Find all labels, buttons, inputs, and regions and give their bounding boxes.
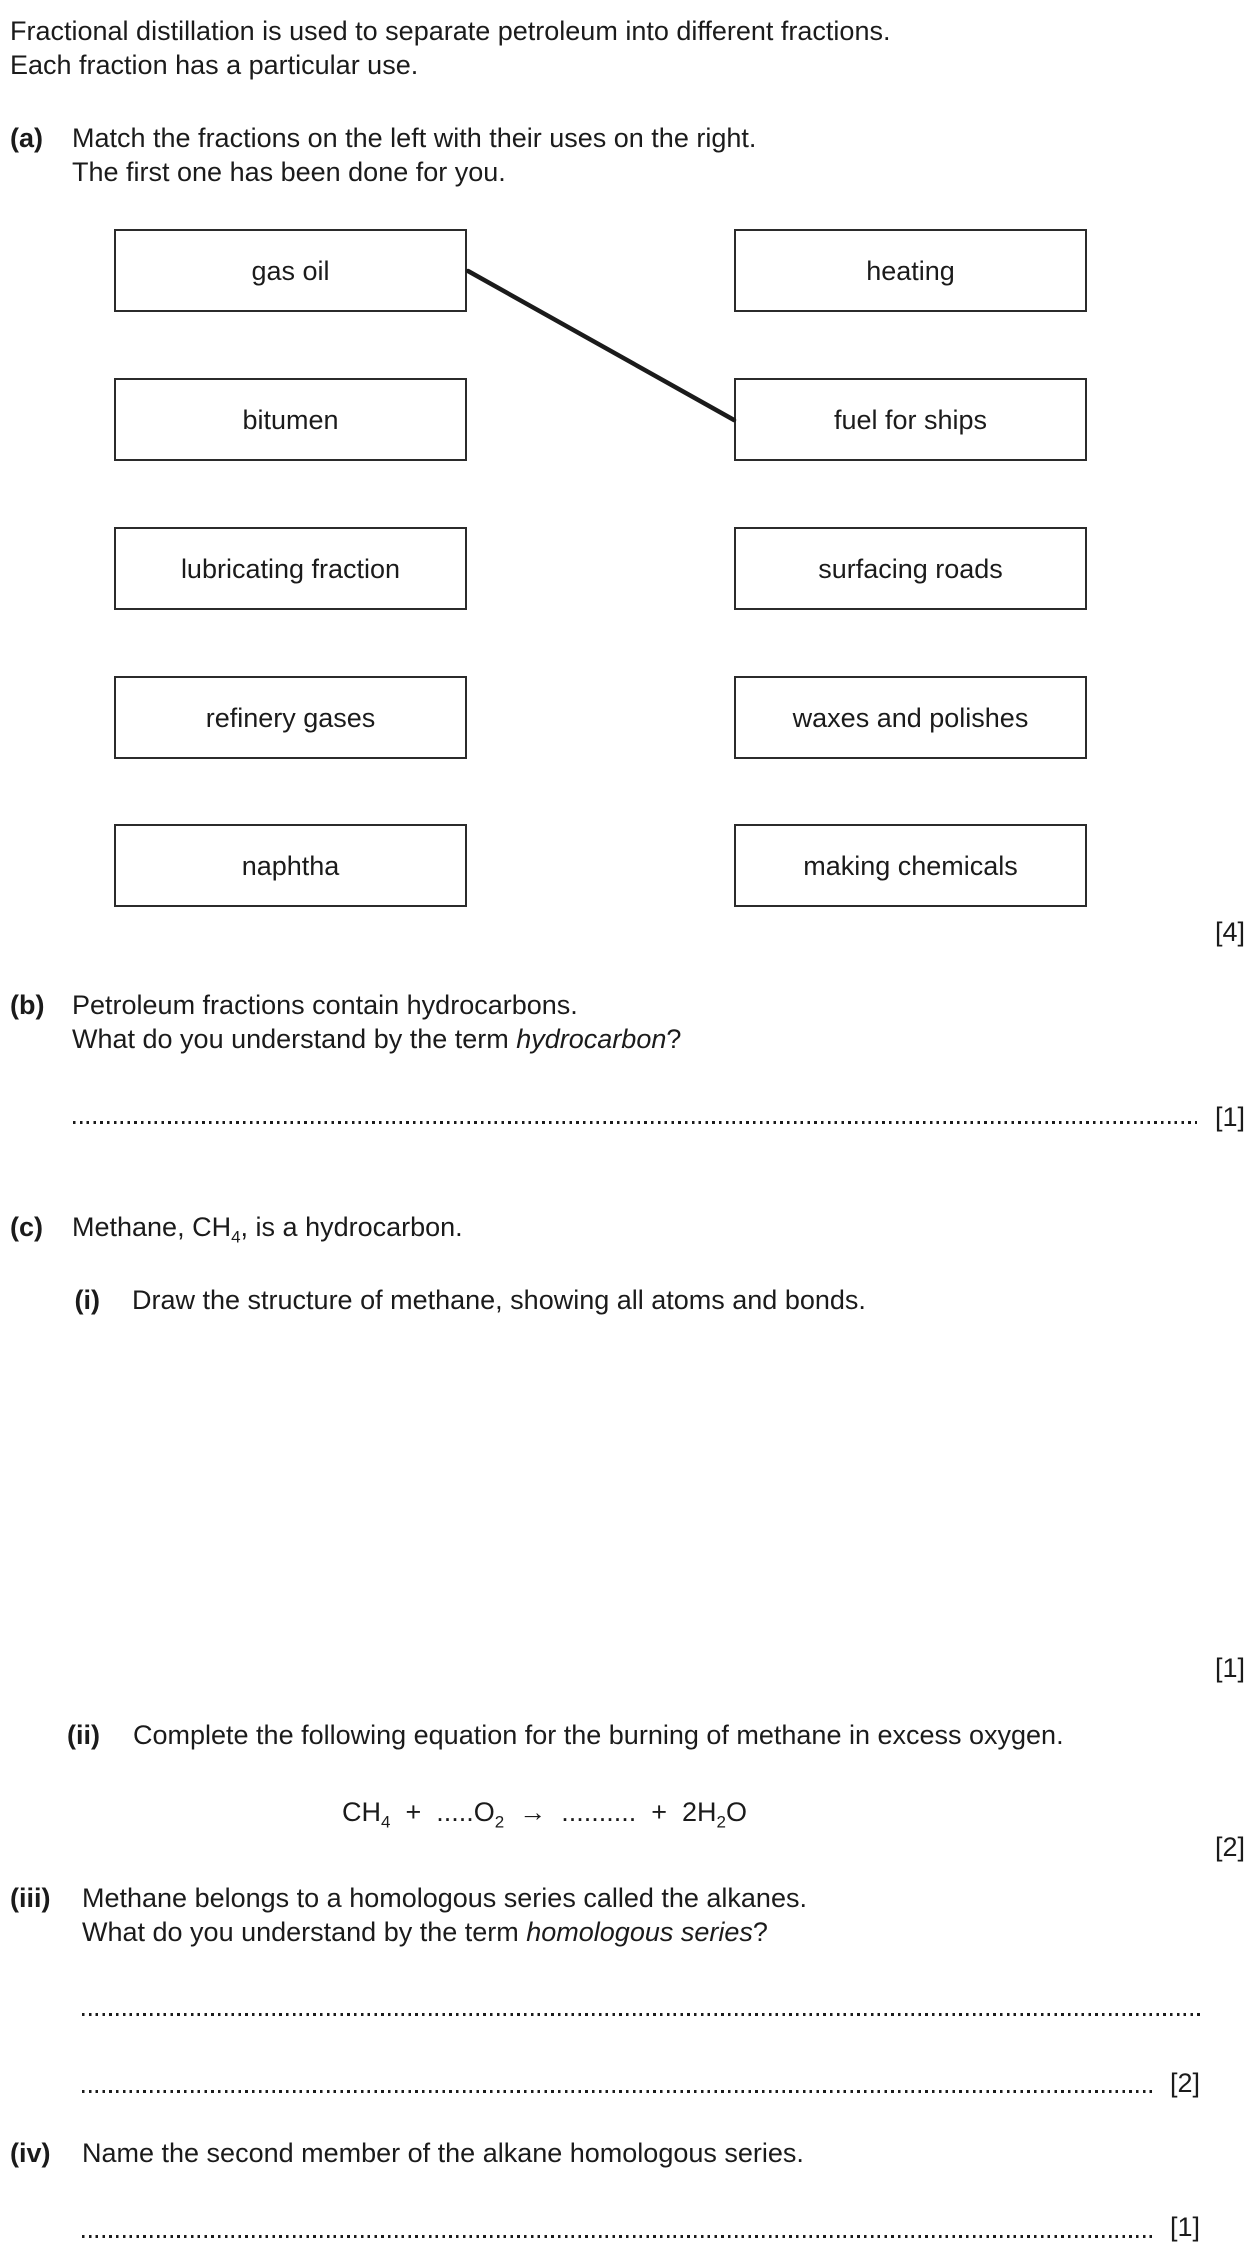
part-a-text <box>72 121 972 189</box>
drawing-area-methane-structure[interactable] <box>132 1330 1112 1640</box>
intro-line-2: Each fraction has a particular use. <box>10 50 419 80</box>
answer-line-part-b[interactable] <box>73 1121 1197 1124</box>
part-c-iii-line-2: What do you understand by the term homologous series? <box>82 1917 768 1947</box>
part-c-iii-text <box>82 1881 1132 1949</box>
fraction-box-naphtha[interactable] <box>114 824 467 907</box>
marks-part-a: [4] <box>1215 917 1246 947</box>
answer-line-part-c-iii-1[interactable] <box>82 2013 1203 2016</box>
part-b-line-2: What do you understand by the term hydrocarbon? <box>72 1024 682 1054</box>
part-b-text <box>72 988 1072 1056</box>
marks-part-c-i: [1] <box>1215 1653 1246 1683</box>
use-box-fuel-for-ships[interactable] <box>734 378 1087 461</box>
part-c-i-label: (i) <box>74 1285 100 1315</box>
part-c-ii-label: (ii) <box>67 1720 100 1750</box>
part-c-ii-text: Complete the following equation for the burning of methane in excess oxygen. <box>133 1720 1064 1750</box>
fraction-label: naphtha <box>241 850 340 881</box>
part-b-line-1: Petroleum fractions contain hydrocarbons. <box>72 990 578 1020</box>
part-c-i-text: Draw the structure of methane, showing all atoms and bonds. <box>132 1285 866 1315</box>
fraction-label: bitumen <box>242 404 339 435</box>
fraction-box-refinery-gases[interactable] <box>114 676 467 759</box>
use-box-surfacing-roads[interactable] <box>734 527 1087 610</box>
answer-line-part-c-iii-2[interactable] <box>82 2090 1152 2093</box>
use-label: waxes and polishes <box>792 702 1029 733</box>
equation-subscript-2b: 2 <box>716 1812 727 1832</box>
answer-line-part-c-iv[interactable] <box>82 2235 1152 2238</box>
marks-part-c-iii: [2] <box>1170 2068 1201 2098</box>
fraction-box-lubricating-fraction[interactable] <box>114 527 467 610</box>
part-c-label: (c) <box>10 1212 43 1242</box>
match-line-gas-oil-to-fuel-for-ships <box>465 267 737 424</box>
fraction-label: gas oil <box>251 255 330 286</box>
fraction-box-gas-oil[interactable] <box>114 229 467 312</box>
use-box-heating[interactable] <box>734 229 1087 312</box>
part-c-iii-line-1: Methane belongs to a homologous series called the alkanes. <box>82 1883 807 1913</box>
use-label: making chemicals <box>803 850 1018 881</box>
equation-subscript-2: 2 <box>494 1812 505 1832</box>
part-c-iv-text: Name the second member of the alkane homologous series. <box>82 2138 804 2168</box>
use-box-making-chemicals[interactable] <box>734 824 1087 907</box>
intro-line-1: Fractional distillation is used to separate petroleum into different fractions. <box>10 16 891 46</box>
use-label: heating <box>866 255 955 286</box>
part-b-label: (b) <box>10 990 45 1020</box>
part-a-line-1: Match the fractions on the left with their uses on the right. <box>72 123 757 153</box>
term-homologous-series: homologous series <box>526 1917 753 1947</box>
part-c-iv-label: (iv) <box>10 2138 51 2168</box>
marks-part-c-ii: [2] <box>1215 1832 1246 1862</box>
intro-paragraph <box>10 14 890 82</box>
fraction-label: lubricating fraction <box>180 553 401 584</box>
use-box-waxes-and-polishes[interactable] <box>734 676 1087 759</box>
part-c-intro-text: Methane, $CH_4$, is a hydrocarbon. <box>72 1212 463 1247</box>
use-label: surfacing roads <box>818 553 1003 584</box>
ch4-subscript: 4 <box>231 1227 241 1247</box>
term-hydrocarbon: hydrocarbon <box>516 1024 667 1054</box>
equation-subscript-4: 4 <box>381 1812 391 1832</box>
part-c-iii-label: (iii) <box>10 1883 51 1913</box>
part-a-label: (a) <box>10 123 43 153</box>
fraction-label: refinery gases <box>205 702 376 733</box>
marks-part-c-iv: [1] <box>1170 2212 1201 2242</box>
use-label: fuel for ships <box>833 404 988 435</box>
marks-part-b: [1] <box>1215 1102 1246 1132</box>
fraction-box-bitumen[interactable] <box>114 378 467 461</box>
combustion-equation[interactable]: $CH_4 + .....O_2$ → .......... + $2H_2O$ <box>342 1797 748 1832</box>
part-c-intro <box>10 1210 463 1247</box>
part-a-line-2: The first one has been done for you. <box>72 157 506 187</box>
